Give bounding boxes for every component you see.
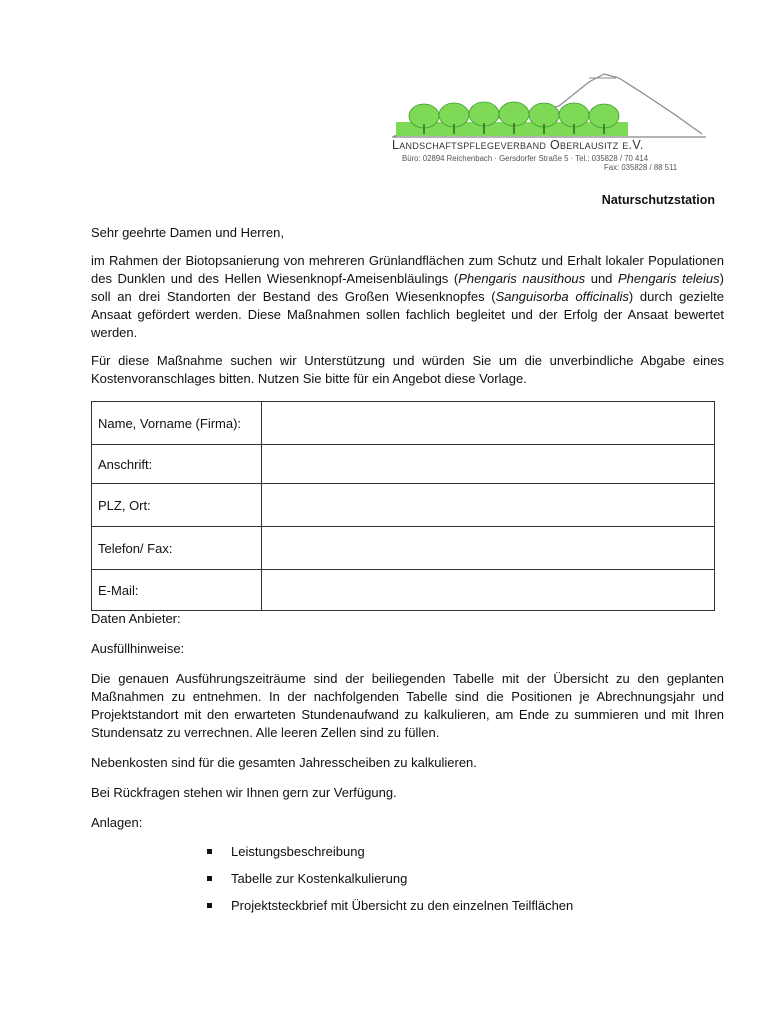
letterhead-logo (384, 68, 714, 176)
bidder-data-label: Daten Anbieter: (91, 611, 181, 626)
form-field-address[interactable] (262, 445, 715, 484)
list-item (204, 843, 573, 861)
form-row-address (92, 445, 715, 484)
bidder-form-table (91, 401, 715, 611)
form-label-name: Name, Vorname (Firma): (92, 402, 262, 445)
details-paragraph: Die genauen Ausführungszeiträume sind der beiliegenden Tabelle mit der Übersicht zu den geplanten Maßnahmen zu entnehmen. In der nachfolgenden Tabelle sind die Positionen je Abrechnungsjahr und Projektstandort mit den erwarteten Stundenaufwand zu kalkulieren, am Ende zu summieren und mit Ihren Stundensatz zu verrechnen. Alle leeren Zellen sind zu füllen. (91, 671, 724, 740)
list-item (204, 897, 573, 915)
form-field-name[interactable] (262, 402, 715, 445)
form-field-email[interactable] (262, 570, 715, 611)
form-row-name (92, 402, 715, 445)
form-field-phone[interactable] (262, 527, 715, 570)
attachments-list (204, 843, 573, 924)
org-address: Büro: 02894 Reichenbach · Gersdorfer Straße 5 · Tel.: 035828 / 70 414 (402, 154, 649, 163)
org-fax: Fax: 035828 / 88 511 (604, 163, 678, 172)
bullet-square-icon (207, 849, 212, 854)
extra-costs-paragraph: Nebenkosten sind für die gesamten Jahresscheiben zu kalkulieren. (91, 755, 477, 770)
form-row-phone (92, 527, 715, 570)
attachment-label: Leistungsbeschreibung (231, 844, 365, 859)
hints-heading: Ausfüllhinweise: (91, 641, 185, 656)
form-label-zip-city: PLZ, Ort: (92, 484, 262, 527)
form-label-email: E-Mail: (92, 570, 262, 611)
bullet-square-icon (207, 876, 212, 881)
list-item (204, 870, 573, 888)
form-row-zip-city (92, 484, 715, 527)
bullet-square-icon (207, 903, 212, 908)
form-field-zip-city[interactable] (262, 484, 715, 527)
form-label-address: Anschrift: (92, 445, 262, 484)
request-paragraph: Für diese Maßnahme suchen wir Unterstützung und würden Sie um die unverbindliche Abgabe eines Kostenvoranschlages bitten. Nutzen Sie bitte für ein Angebot diese Vorlage. (91, 353, 724, 386)
questions-paragraph: Bei Rückfragen stehen wir Ihnen gern zur Verfügung. (91, 785, 397, 800)
attachment-label: Tabelle zur Kostenkalkulierung (231, 871, 408, 886)
org-name: Landschaftspflegeverband Oberlausitz e.V. (392, 138, 644, 152)
trees-hill-icon (384, 68, 714, 140)
form-label-phone: Telefon/ Fax: (92, 527, 262, 570)
salutation: Sehr geehrte Damen und Herren, (91, 225, 284, 240)
station-heading: Naturschutzstation (601, 193, 715, 207)
attachment-label: Projektsteckbrief mit Übersicht zu den einzelnen Teilflächen (231, 898, 574, 913)
form-row-email (92, 570, 715, 611)
attachments-heading: Anlagen: (91, 815, 143, 830)
intro-paragraph: im Rahmen der Biotopsanierung von mehreren Grünlandflächen zum Schutz und Erhalt lokaler Populationen des Dunklen und des Hellen Wiesenknopf-Ameisenbläulings (Phengaris nausithous und Phengaris teleius) soll an drei Standorten der Bestand des Großen Wiesenknopfes (Sanguisorba officinalis) durch gezielte Ansaat gefördert werden. Diese Maßnahmen sollen fachlich begleitet und der Erfolg der Ansaat bewertet werden. (91, 253, 724, 340)
